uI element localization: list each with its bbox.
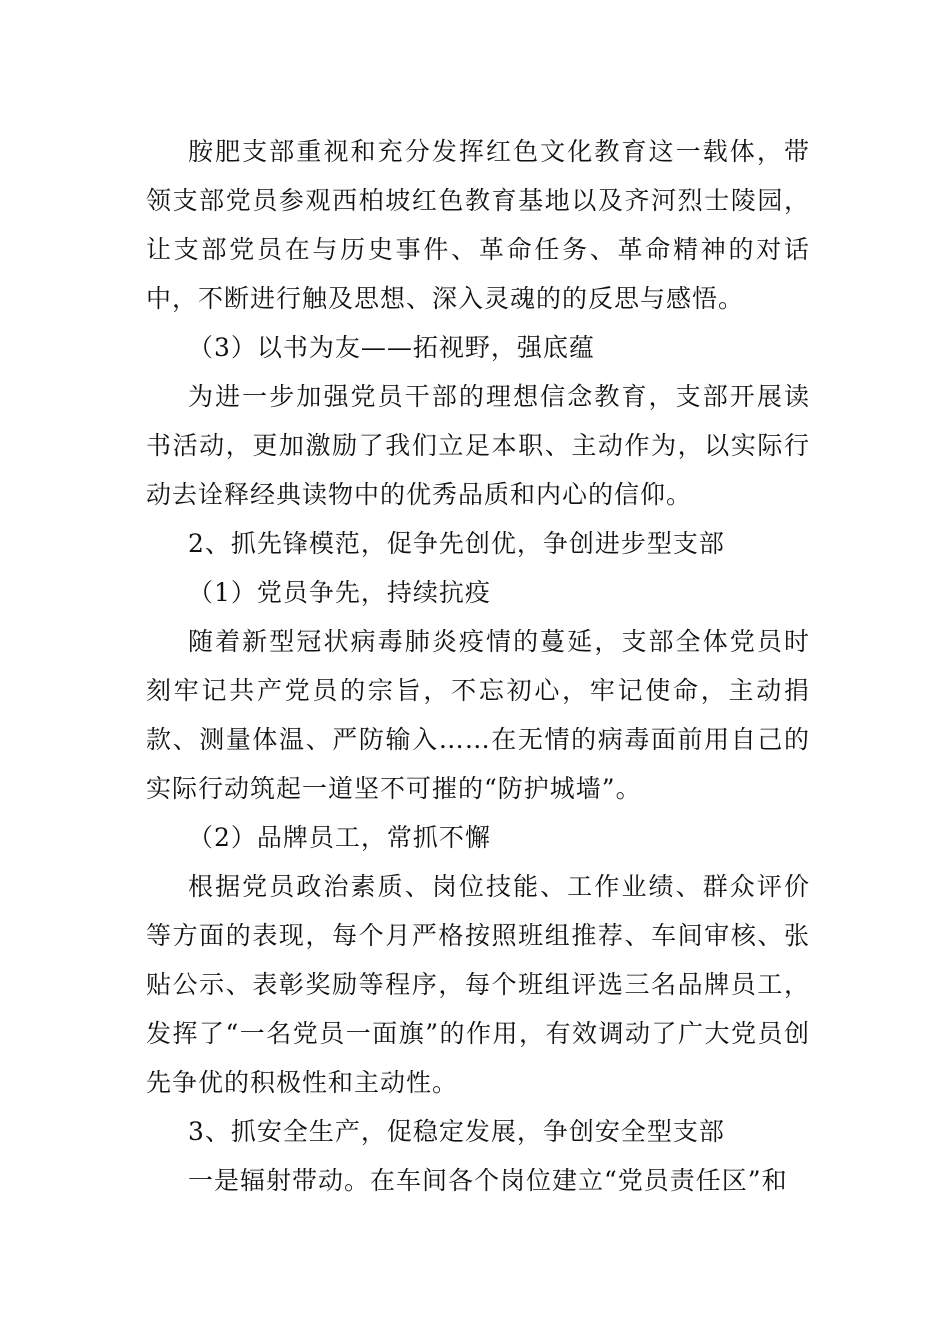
paragraph-radiation-drive: 一是辐射带动。在车间各个岗位建立“党员责任区”和 <box>188 1166 788 1195</box>
subheading-reading-friends: （3）以书为友——拓视野，强底蕴 <box>188 333 595 362</box>
paragraph-reading-activity: 为进一步加强党员干部的理想信念教育，支部开展读书活动，更加激励了我们立足本职、主动作为，以实际行动去诠释经典读物中的优秀品质和内心的信仰。 <box>146 382 810 509</box>
document-body <box>146 127 810 1205</box>
subheading-brand-employees: （2）品牌员工，常抓不懈 <box>188 823 491 852</box>
section-heading-pioneer-model: 2、抓先锋模范，促争先创优，争创进步型支部 <box>188 529 725 558</box>
paragraph-epidemic-fight: 随着新型冠状病毒肺炎疫情的蔓延，支部全体党员时刻牢记共产党员的宗旨，不忘初心，牢记使命，主动捐款、测量体温、严防输入……在无情的病毒面前用自己的实际行动筑起一道坚不可摧的“防护城墙”。 <box>146 627 810 803</box>
paragraph-brand-employee-selection: 根据党员政治素质、岗位技能、工作业绩、群众评价等方面的表现，每个月严格按照班组推荐、车间审核、张贴公示、表彰奖励等程序，每个班组评选三名品牌员工，发挥了“一名党员一面旗”的作用，有效调动了广大党员创先争优的积极性和主动性。 <box>146 872 810 1097</box>
subheading-party-members-first: （1）党员争先，持续抗疫 <box>188 578 491 607</box>
section-heading-safe-production: 3、抓安全生产，促稳定发展，争创安全型支部 <box>188 1117 725 1146</box>
paragraph-red-culture-education: 胺肥支部重视和充分发挥红色文化教育这一载体，带领支部党员参观西柏坡红色教育基地以及齐河烈士陵园，让支部党员在与历史事件、革命任务、革命精神的对话中，不断进行触及思想、深入灵魂的的反思与感悟。 <box>146 137 810 313</box>
